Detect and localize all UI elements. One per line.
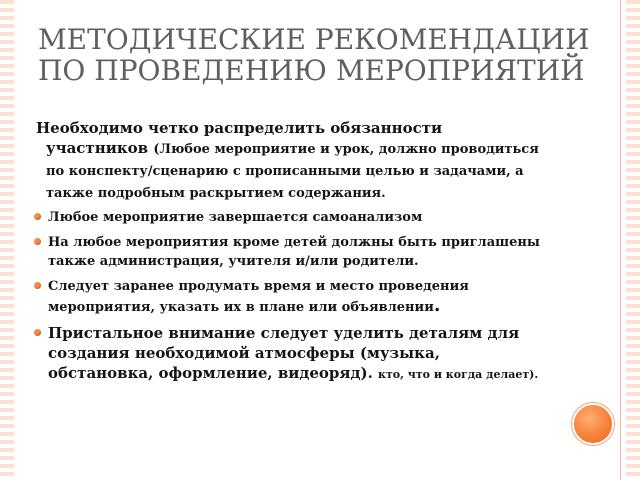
left-striped-border (0, 0, 14, 480)
lead-detail-text: (Любое мероприятие и урок, должно проводиться по конспекту/сценарию с прописанными целью и задачами, а также подробным раскрытием содержания. (46, 142, 539, 201)
list-item-ending: . (433, 294, 441, 316)
list-item (36, 277, 548, 317)
list-item-text: Следует заранее продумать время и место проведения мероприятия, указать их в плане или объявлении (48, 279, 469, 315)
lead-paragraph (36, 118, 548, 204)
orange-circle-decoration (572, 403, 614, 445)
slide-title: МЕТОДИЧЕСКИЕ РЕКОМЕНДАЦИИ ПО ПРОВЕДЕНИЮ МЕРОПРИЯТИЙ (38, 23, 590, 87)
list-item (36, 233, 548, 271)
list-item-text: Пристальное внимание следует уделить деталям для создания необходимой атмосферы (музыка, обстановка, оформление, видеоряд). (48, 324, 520, 382)
right-border-line (620, 0, 621, 480)
right-striped-border (626, 0, 640, 480)
slide-body (36, 118, 548, 391)
list-item-text: На любое мероприятия кроме детей должны быть приглашены также администрация, учителя и/или родители. (48, 235, 540, 269)
bullet-list (36, 208, 548, 385)
list-item-text: Любое мероприятие завершается самоанализом (48, 210, 423, 225)
list-item (36, 208, 548, 227)
lead-main-text: Необходимо четко распределить обязанности участников (36, 119, 443, 157)
list-item (36, 323, 548, 385)
list-item-detail: кто, что и когда делает). (378, 368, 539, 381)
